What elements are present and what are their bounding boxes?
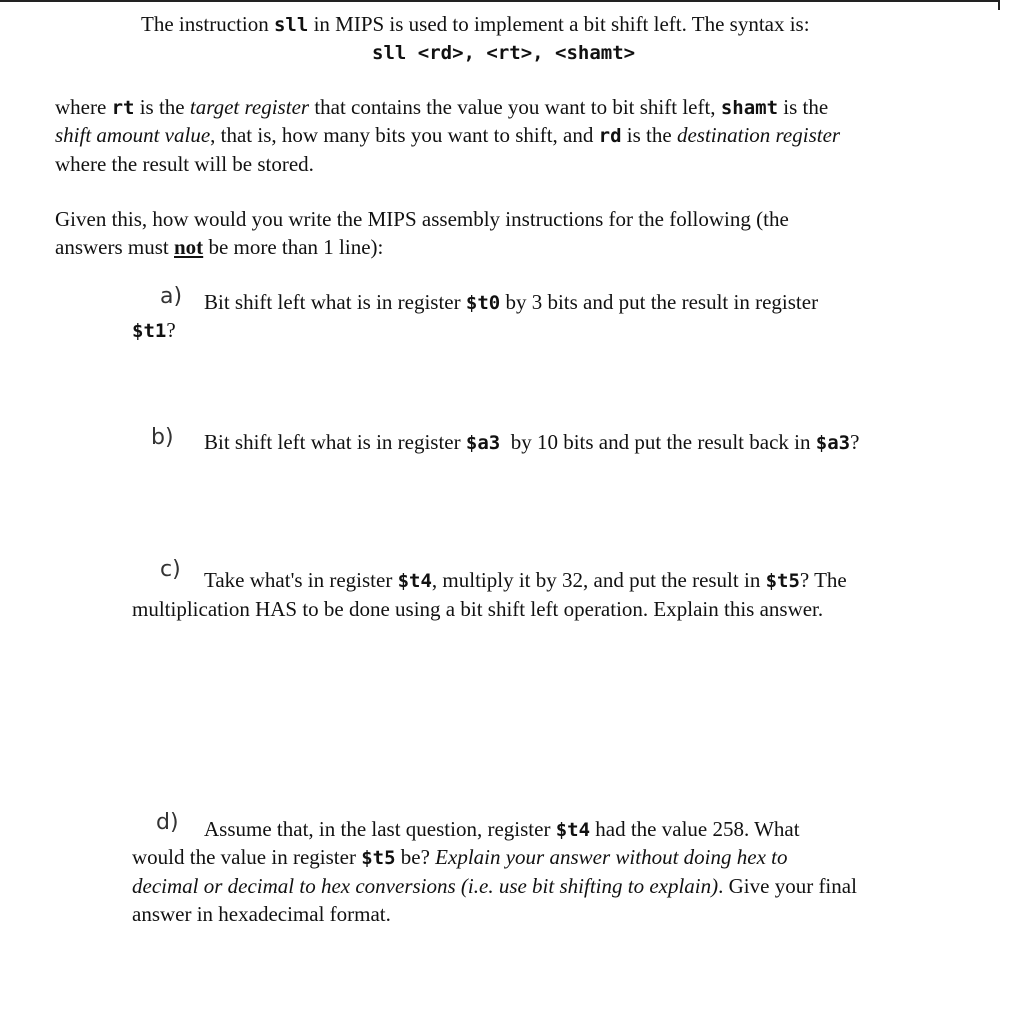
qd-text: would the value in register [132, 845, 362, 869]
syntax-line [372, 38, 635, 67]
register-t1: $t1 [132, 320, 167, 342]
def-text: , that is, how many bits you want to shift, and [210, 123, 599, 147]
given-line-2 [55, 233, 383, 261]
register-a3: $a3 [465, 432, 501, 454]
shift-amount-term: shift amount value [55, 123, 211, 147]
destination-register-term: destination register [676, 123, 841, 147]
def-text: that contains the value you want to bit shift left, [309, 95, 721, 119]
given-text: be more than 1 line): [203, 235, 384, 259]
qd-text: had the value 258. What [590, 817, 800, 841]
qa-text: Bit shift left what is in register [204, 290, 466, 314]
qb-text: Bit shift left what is in register [204, 430, 466, 454]
register-t0: $t0 [465, 292, 501, 314]
qc-text: Take what's in register [204, 568, 398, 592]
register-t4: $t4 [555, 819, 591, 841]
question-d-line-1 [204, 815, 800, 844]
question-d-label: d) [156, 810, 179, 835]
def-text: is the [778, 95, 829, 119]
intro-text-a: The instruction [141, 12, 274, 36]
given-line-1 [55, 205, 789, 233]
def-text: is the [134, 95, 190, 119]
question-b-label: b) [151, 425, 174, 450]
question-c-line-2 [132, 595, 823, 623]
question-c-line-1 [204, 566, 847, 595]
question-d-line-2 [132, 843, 787, 872]
top-border-tick [998, 0, 1000, 10]
sll-code: sll [273, 14, 309, 36]
top-border-line [0, 0, 1000, 2]
rt-code: rt [111, 97, 135, 119]
qb-text: by 10 bits and put the result back in [500, 430, 816, 454]
qc-text: , multiply it by 32, and put the result in [431, 568, 766, 592]
qa-text: ? [166, 318, 176, 342]
question-d-line-3 [132, 872, 857, 900]
not-emphasis: not [174, 235, 204, 259]
register-t5: $t5 [361, 847, 396, 869]
qc-text: ? The [799, 568, 847, 592]
target-register-term: target register [189, 95, 310, 119]
question-a-label: a) [160, 284, 183, 309]
question-c-label: c) [160, 557, 181, 582]
syntax-code: sll <rd>, <rt>, <shamt> [372, 42, 636, 64]
qc-text: multiplication HAS to be done using a bit shift left operation. Explain this answer. [132, 597, 824, 621]
intro-line [141, 10, 810, 39]
definition-line-1 [55, 93, 828, 122]
qd-italic: Explain your answer without doing hex to [435, 845, 788, 869]
register-t4: $t4 [397, 570, 432, 592]
qd-text: be? [395, 845, 436, 869]
qa-text: by 3 bits and put the result in register [500, 290, 819, 314]
question-b-line-1 [204, 428, 859, 457]
question-d-line-4 [132, 900, 391, 928]
given-text: answers must [55, 235, 174, 259]
question-a-line-2 [132, 316, 176, 345]
given-text: Given this, how would you write the MIPS assembly instructions for the following (the [55, 207, 789, 231]
qd-italic: decimal or decimal to hex conversions (i.e. use bit shifting to explain) [132, 874, 719, 898]
qd-text: Assume that, in the last question, register [204, 817, 556, 841]
qd-text: answer in hexadecimal format. [132, 902, 391, 926]
register-t5: $t5 [765, 570, 800, 592]
definition-line-3 [55, 150, 314, 178]
intro-text-b: in MIPS is used to implement a bit shift left. The syntax is: [308, 12, 810, 36]
qd-text: . Give your final [718, 874, 857, 898]
qb-text: ? [850, 430, 860, 454]
rd-code: rd [598, 125, 622, 147]
shamt-code: shamt [720, 97, 779, 119]
definition-line-2 [55, 121, 840, 150]
register-a3-dest: $a3 [815, 432, 851, 454]
question-a-line-1 [204, 288, 818, 317]
def-text: is the [621, 123, 677, 147]
def-text: where [55, 95, 112, 119]
def-text: where the result will be stored. [55, 152, 314, 176]
